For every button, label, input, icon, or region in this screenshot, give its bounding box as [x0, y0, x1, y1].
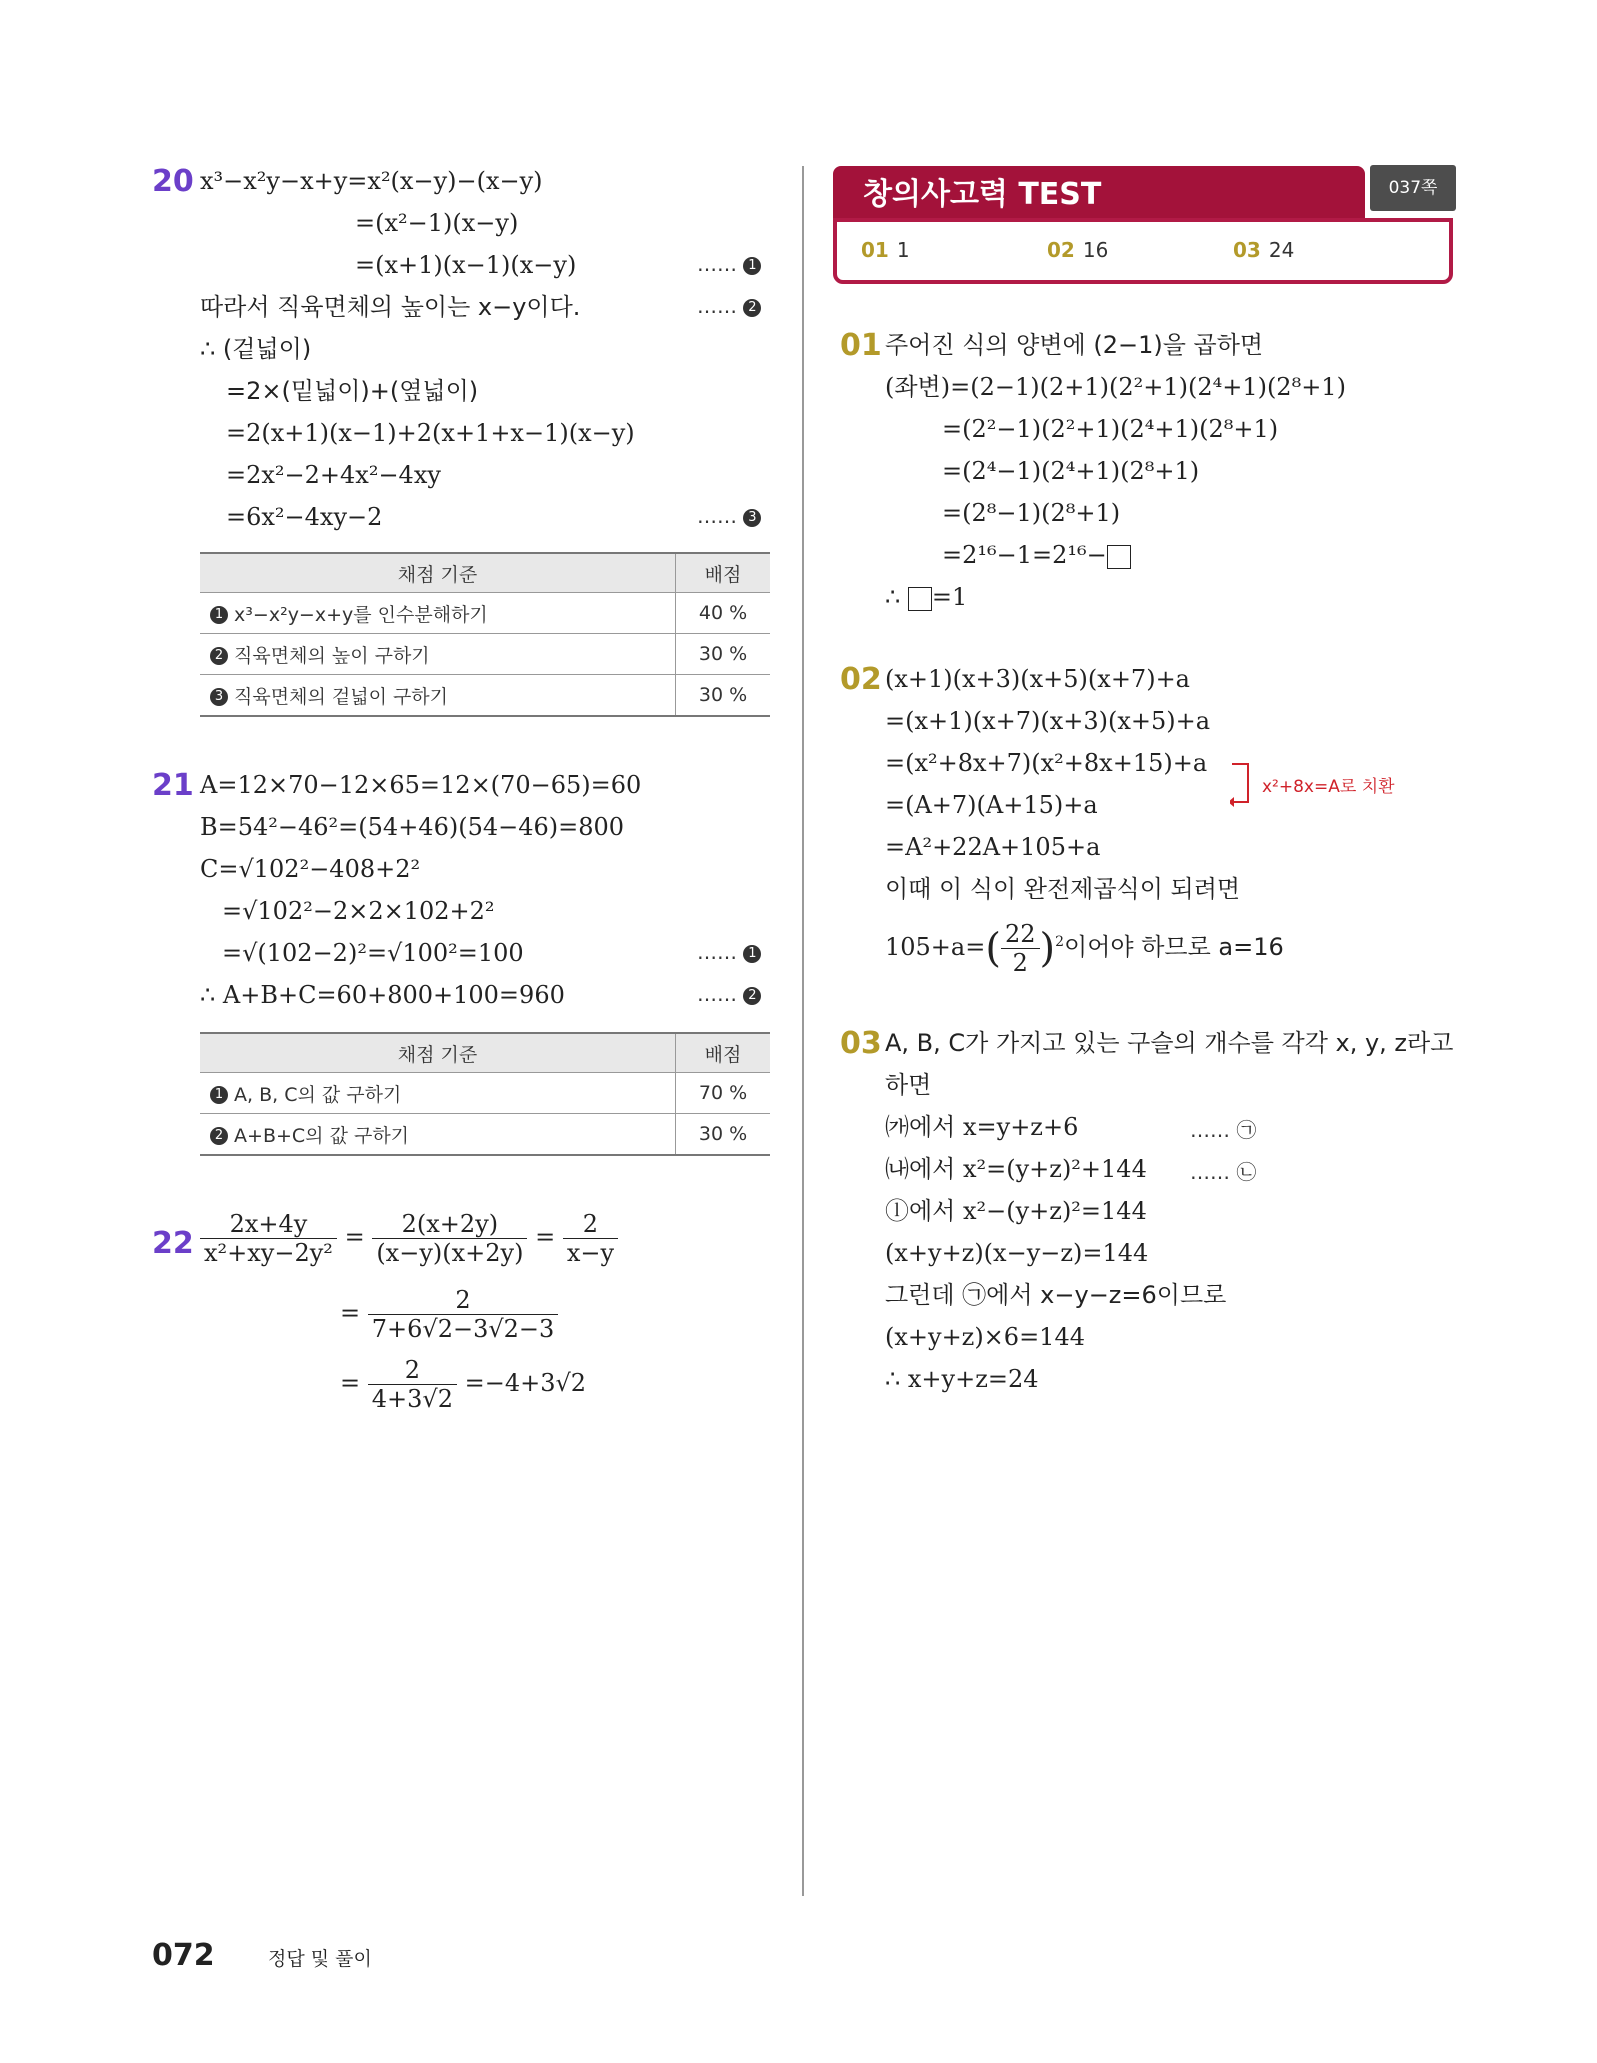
r-q03-line-8: (x+y+z)×6=144 [885, 1323, 1085, 1351]
column-divider [802, 166, 804, 1896]
r-q01-line-6: =2¹⁶−1=2¹⁶− [942, 540, 1131, 570]
r-q02-line-7: 105+a=( $\frac{22}{2}$ )$^2$이어야 하므로 a=16 [885, 920, 1284, 977]
r-q01-number: 01 [840, 328, 882, 363]
table-header-criteria: 채점 기준 [200, 553, 676, 593]
substitution-note: x²+8x=A로 치환 [1262, 777, 1395, 797]
q21-line-3: C=√102²−408+2² [200, 855, 421, 883]
r-q02-line-4: =(A+7)(A+15)+a [885, 791, 1098, 819]
q21-line-6: ∴ A+B+C=60+800+100=960 [200, 981, 565, 1009]
r-q01-line-5: =(2⁸−1)(2⁸+1) [942, 499, 1121, 527]
table-header-criteria: 채점 기준 [200, 1033, 676, 1073]
q20-marker-3: …… 3 [697, 504, 761, 528]
blank-box [908, 587, 932, 611]
q20-line-8: =2x²−2+4x²−4xy [226, 461, 441, 489]
q20-line-7: =2(x+1)(x−1)+2(x+1+x−1)(x−y) [226, 419, 635, 447]
r-q01-line-1: 주어진 식의 양변에 (2−1)을 곱하면 [885, 331, 1264, 359]
table-row: 3 직육면체의 겉넓이 구하기 30 % [200, 675, 770, 717]
q21-scoring-table [200, 1032, 770, 1156]
r-q02-line-2: =(x+1)(x+7)(x+3)(x+5)+a [885, 707, 1211, 735]
r-q03-line-7: 그런데 ㉠에서 x−y−z=6이므로 [885, 1281, 1227, 1309]
table-header-score: 배점 [676, 1033, 771, 1073]
r-q03-line-6: (x+y+z)(x−y−z)=144 [885, 1239, 1149, 1267]
r-q03-line-5: ⓛ에서 x²−(y+z)²=144 [885, 1197, 1147, 1225]
test-answers [833, 218, 1453, 284]
q21-line-4: =√102²−2×2×102+2² [222, 897, 495, 925]
r-q02-line-3: =(x²+8x+7)(x²+8x+15)+a [885, 749, 1208, 777]
q22-eq-1: $\frac{2x+4y}{\text{x²+xy−2y²}}$ = $\frac{2(x+2y)}{(x-y)(x+2y)}$ = $\frac{2}{x-y}$ [200, 1210, 618, 1267]
r-q02-line-5: =A²+22A+105+a [885, 833, 1101, 861]
r-q01-line-3: =(2²−1)(2²+1)(2⁴+1)(2⁸+1) [942, 415, 1279, 443]
q20-line-3: =(x+1)(x−1)(x−y) [355, 251, 577, 279]
r-q03-line-4: ㈏에서 x²=(y+z)²+144 [885, 1155, 1147, 1183]
q20-line-2: =(x²−1)(x−y) [355, 209, 519, 237]
q20-line-6: =2×(밑넓이)+(옆넓이) [226, 377, 479, 405]
r-q02-number: 02 [840, 662, 882, 697]
table-row: 1 A, B, C의 값 구하기 70 % [200, 1073, 770, 1114]
blank-box [1107, 545, 1131, 569]
q21-line-2: B=54²−46²=(54+46)(54−46)=800 [200, 813, 625, 841]
q20-marker-1: …… 1 [697, 252, 761, 276]
q22-number: 22 [152, 1226, 194, 1261]
table-header-score: 배점 [676, 553, 771, 593]
r-q02-line-6: 이때 이 식이 완전제곱식이 되려면 [885, 875, 1241, 903]
test-title: 창의사고력 TEST [833, 166, 1365, 224]
q20-line-5: ∴ (겉넓이) [200, 335, 312, 363]
r-q03-line-9: ∴ x+y+z=24 [885, 1365, 1039, 1393]
q21-line-5: =√(102−2)²=√100²=100 [222, 939, 524, 967]
answer-03: 03 24 [1233, 238, 1295, 262]
answer-02: 02 16 [1047, 238, 1109, 262]
r-q03-marker-2: …… ㉡ [1190, 1160, 1257, 1184]
table-row: 1 x³−x²y−x+y를 인수분해하기 40 % [200, 593, 770, 634]
q20-marker-2: …… 2 [697, 294, 761, 318]
r-q03-line-2: 하면 [885, 1071, 932, 1099]
q21-line-1: A=12×70−12×65=12×(70−65)=60 [200, 771, 642, 799]
page-number: 072 [152, 1938, 215, 1973]
r-q02-line-1: (x+1)(x+3)(x+5)(x+7)+a [885, 665, 1190, 693]
r-q03-number: 03 [840, 1026, 882, 1061]
table-row: 2 A+B+C의 값 구하기 30 % [200, 1114, 770, 1156]
r-q03-marker-1: …… ㉠ [1190, 1118, 1257, 1142]
q21-marker-2: …… 2 [697, 982, 761, 1006]
answer-01: 01 1 [861, 238, 910, 262]
r-q01-line-7: ∴ =1 [885, 583, 968, 611]
table-row: 2 직육면체의 높이 구하기 30 % [200, 634, 770, 675]
q20-line-4: 따라서 직육면체의 높이는 x−y이다. [200, 293, 581, 321]
substitution-arrow [1230, 762, 1260, 812]
q20-line-1: x³−x²y−x+y=x²(x−y)−(x−y) [200, 167, 543, 195]
q20-number: 20 [152, 164, 194, 199]
q22-eq-2: = $\frac{2}{7+6√2-3√2-3}$ [340, 1286, 558, 1343]
q20-scoring-table [200, 552, 770, 717]
q22-eq-3: = $\frac{2}{4+3√2}$ =−4+3√2 [340, 1356, 587, 1413]
page-reference-tag: 037쪽 [1370, 165, 1456, 211]
q21-marker-1: …… 1 [697, 940, 761, 964]
r-q01-line-2: (좌변)=(2−1)(2+1)(2²+1)(2⁴+1)(2⁸+1) [885, 373, 1346, 401]
r-q03-line-1: A, B, C가 가지고 있는 구슬의 개수를 각각 x, y, z라고 [885, 1029, 1454, 1057]
test-answer-box [833, 166, 1453, 282]
r-q01-line-4: =(2⁴−1)(2⁴+1)(2⁸+1) [942, 457, 1200, 485]
r-q03-line-3: ㈎에서 x=y+z+6 [885, 1113, 1079, 1141]
q20-line-9: =6x²−4xy−2 [226, 503, 383, 531]
footer-label: 정답 및 풀이 [268, 1948, 372, 1970]
q21-number: 21 [152, 768, 194, 803]
